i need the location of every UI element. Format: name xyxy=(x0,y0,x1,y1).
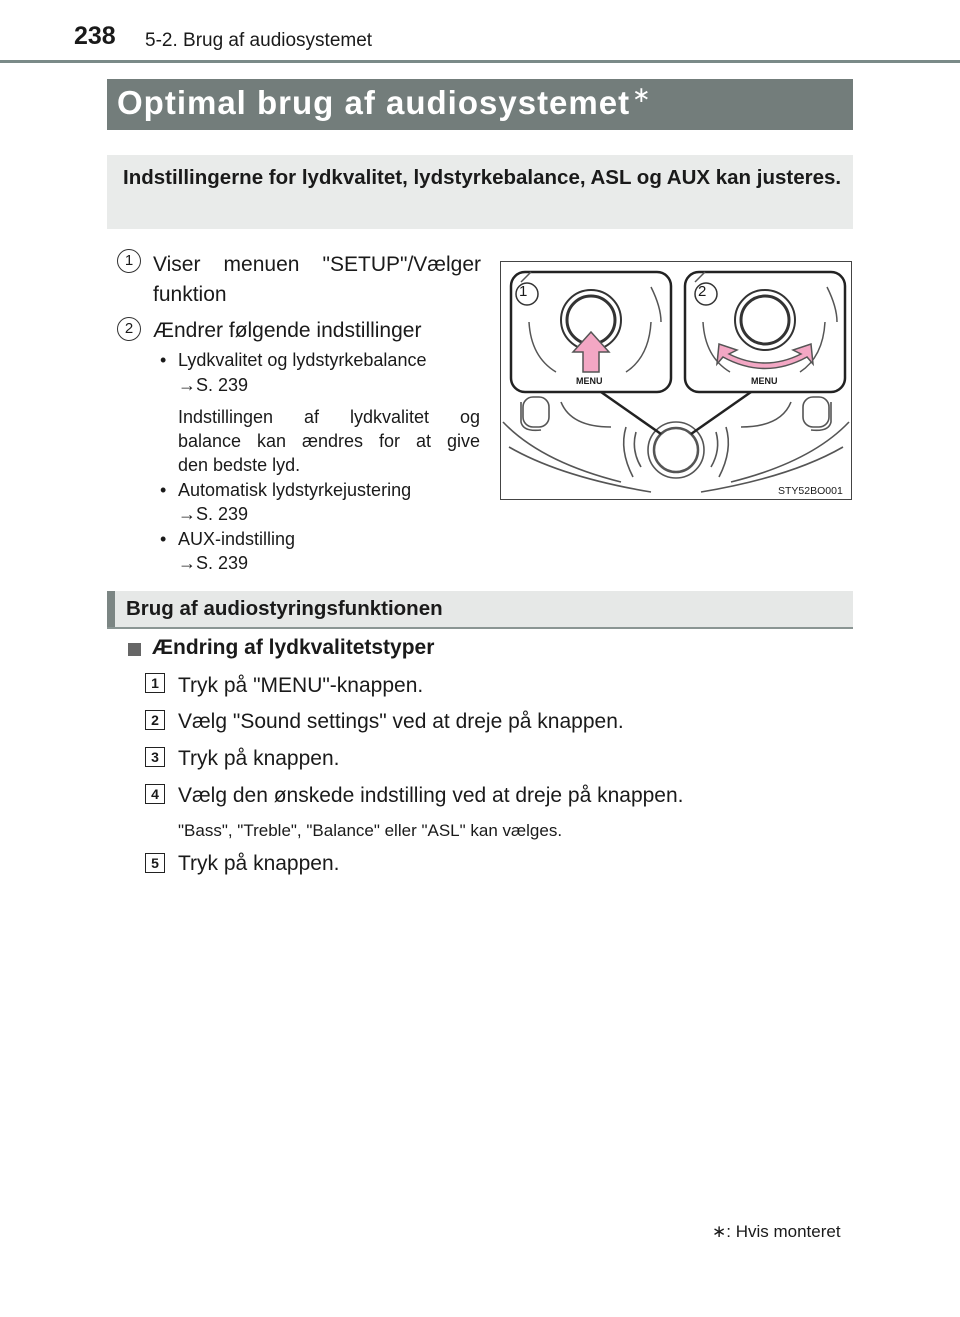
step-3-number: 3 xyxy=(145,747,165,767)
audio-control-diagram xyxy=(500,261,852,500)
bullet-2-text: Automatisk lydstyrkejustering xyxy=(178,480,412,500)
step-5-number: 5 xyxy=(145,853,165,873)
step-3-text: Tryk på knappen. xyxy=(178,747,340,770)
section-label: 5-2. Brug af audiosystemet xyxy=(145,30,373,51)
bullet-1-note-line3: den bedste lyd. xyxy=(178,455,301,475)
page-title xyxy=(117,84,652,122)
step-1-number: 1 xyxy=(145,673,165,693)
step-4-text: Vælg den ønskede indstilling ved at dreje på knappen. xyxy=(178,784,684,807)
callout-2-text: Ændrer følgende indstillinger xyxy=(153,319,422,342)
step-5-text: Tryk på knappen. xyxy=(178,852,340,875)
bullet-1-text: Lydkvalitet og lydstyrkebalance xyxy=(178,350,427,370)
step-1-text: Tryk på "MENU"-knappen. xyxy=(178,674,424,697)
bullet-1-note-line1: Indstillingen af lydkvalitet og xyxy=(178,407,480,427)
square-bullet-icon xyxy=(128,643,141,656)
callout-2-marker: 2 xyxy=(117,317,141,341)
diagram-illustration xyxy=(501,262,851,499)
bullet-dot: • xyxy=(160,480,167,500)
diagram-menu-label-left: MENU xyxy=(576,376,603,386)
page-title-text: Optimal brug af audiosystemet xyxy=(117,84,631,121)
bullet-2-ref: →S. 239 xyxy=(178,504,249,524)
diagram-callout-2: 2 xyxy=(698,283,707,300)
diagram-menu-label-right: MENU xyxy=(751,376,778,386)
step-4-note: "Bass", "Treble", "Balance" eller "ASL" kan vælges. xyxy=(178,821,563,840)
bullet-dot: • xyxy=(160,529,167,549)
step-2-text: Vælg "Sound settings" ved at dreje på knappen. xyxy=(178,710,624,733)
bullet-dot: • xyxy=(160,350,167,370)
bullet-3-text: AUX-indstilling xyxy=(178,529,296,549)
subsection-heading: Ændring af lydkvalitetstyper xyxy=(152,636,435,659)
footnote: ∗: Hvis monteret xyxy=(712,1222,841,1241)
bullet-1-note-line2: balance kan ændres for at give xyxy=(178,431,480,451)
bullet-1-ref: →S. 239 xyxy=(178,375,249,395)
subsection-title: Brug af audiostyringsfunktionen xyxy=(126,597,443,620)
page-number: 238 xyxy=(74,22,116,50)
title-asterisk: ∗ xyxy=(632,82,652,107)
diagram-callout-1: 1 xyxy=(519,283,528,300)
callout-1-text-line1: Viser menuen "SETUP"/Vælger xyxy=(153,253,481,276)
diagram-code: STY52BO001 xyxy=(778,485,843,497)
step-2-number: 2 xyxy=(145,710,165,730)
intro-text: Indstillingerne for lydkvalitet, lydstyrkebalance, ASL og AUX kan justeres. xyxy=(123,166,842,189)
callout-1-text-line2: funktion xyxy=(153,283,227,306)
step-4-number: 4 xyxy=(145,784,165,804)
bullet-3-ref: →S. 239 xyxy=(178,553,249,573)
header-divider xyxy=(0,60,960,63)
callout-1-marker: 1 xyxy=(117,249,141,273)
subsection-bar-accent xyxy=(107,591,115,627)
